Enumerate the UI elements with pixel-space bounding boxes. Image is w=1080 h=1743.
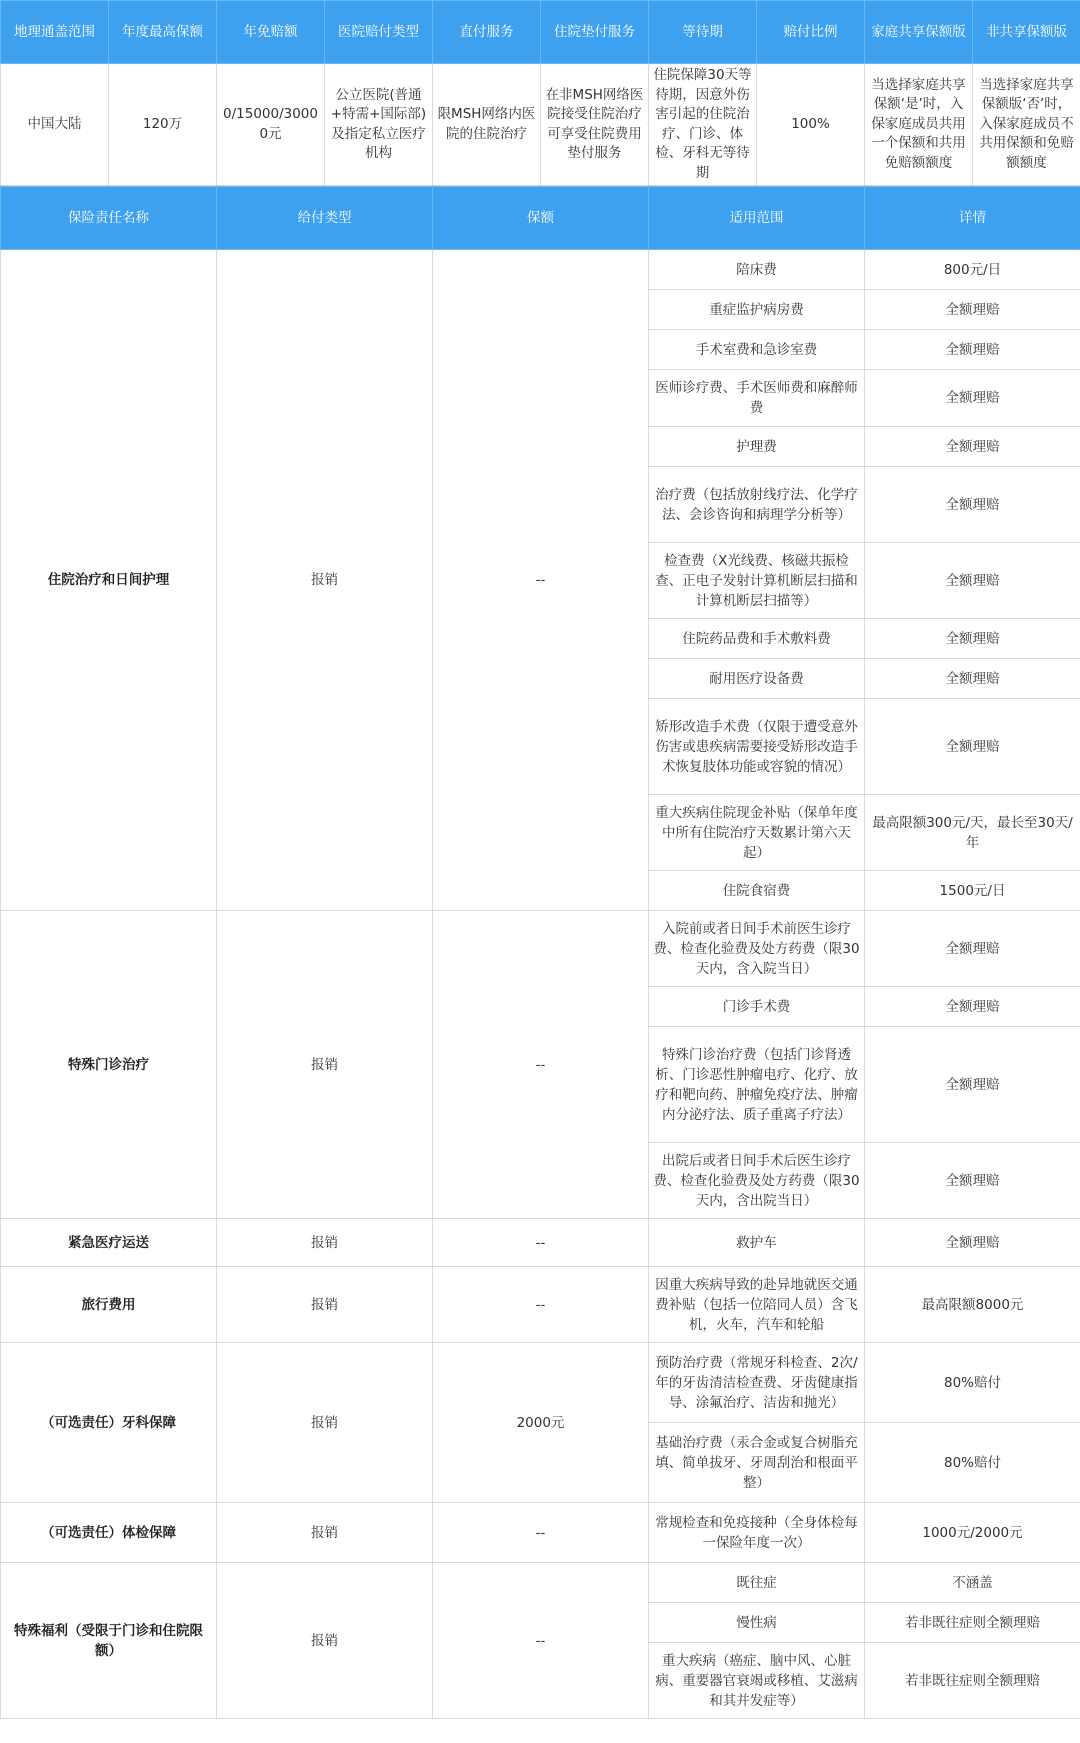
coverage-scope: 预防治疗费（常规牙科检查、2次/年的牙齿清洁检查费、牙齿健康指导、涂氟治疗、洁齿和抛光） bbox=[649, 1343, 865, 1423]
coverage-scope: 矫形改造手术费（仅限于遭受意外伤害或患疾病需要接受矫形改造手术恢复肢体功能或容貌的情况） bbox=[649, 699, 865, 795]
summary-header: 住院垫付服务 bbox=[541, 1, 649, 64]
pay-type: 报销 bbox=[217, 1219, 433, 1267]
coverage-row bbox=[1, 1343, 1080, 1423]
summary-value: 100% bbox=[757, 64, 865, 186]
summary-header: 直付服务 bbox=[433, 1, 541, 64]
coverage-detail: 全额理赔 bbox=[865, 659, 1080, 699]
coverage-amount: -- bbox=[433, 1219, 649, 1267]
summary-header: 赔付比例 bbox=[757, 1, 865, 64]
summary-value: 0/15000/30000元 bbox=[217, 64, 325, 186]
coverage-scope: 重症监护病房费 bbox=[649, 290, 865, 330]
summary-header: 非共享保额版 bbox=[973, 1, 1080, 64]
summary-value: 120万 bbox=[109, 64, 217, 186]
pay-type: 报销 bbox=[217, 1503, 433, 1563]
coverage-detail: 1500元/日 bbox=[865, 871, 1080, 911]
pay-type: 报销 bbox=[217, 1563, 433, 1719]
coverage-detail: 全额理赔 bbox=[865, 543, 1080, 619]
coverage-scope: 门诊手术费 bbox=[649, 987, 865, 1027]
coverage-detail: 若非既往症则全额理赔 bbox=[865, 1643, 1080, 1719]
pay-type: 报销 bbox=[217, 250, 433, 911]
coverage-detail: 全额理赔 bbox=[865, 619, 1080, 659]
coverage-detail: 全额理赔 bbox=[865, 987, 1080, 1027]
summary-value: 中国大陆 bbox=[1, 64, 109, 186]
coverage-name: 特殊门诊治疗 bbox=[1, 911, 217, 1219]
coverage-detail: 1000元/2000元 bbox=[865, 1503, 1080, 1563]
coverage-scope: 治疗费（包括放射线疗法、化学疗法、会诊咨询和病理学分析等） bbox=[649, 467, 865, 543]
summary-header: 等待期 bbox=[649, 1, 757, 64]
coverage-scope: 护理费 bbox=[649, 427, 865, 467]
coverage-scope: 救护车 bbox=[649, 1219, 865, 1267]
summary-value: 公立医院(普通+特需+国际部)及指定私立医疗机构 bbox=[325, 64, 433, 186]
coverage-scope: 常规检查和免疫接种（全身体检每一保险年度一次） bbox=[649, 1503, 865, 1563]
coverage-scope: 特殊门诊治疗费（包括门诊肾透析、门诊恶性肿瘤电疗、化疗、放疗和靶向药、肿瘤免疫疗法、肿瘤内分泌疗法、质子重离子疗法） bbox=[649, 1027, 865, 1143]
summary-value: 当选择家庭共享保额‘是’时，入保家庭成员共用一个保额和共用免赔额额度 bbox=[865, 64, 973, 186]
coverage-row bbox=[1, 1563, 1080, 1603]
coverage-row bbox=[1, 911, 1080, 987]
coverage-detail: 全额理赔 bbox=[865, 330, 1080, 370]
summary-value: 限MSH网络内医院的住院治疗 bbox=[433, 64, 541, 186]
coverage-scope: 医师诊疗费、手术医师费和麻醉师费 bbox=[649, 370, 865, 427]
coverage-scope: 重大疾病（癌症、脑中风、心脏病、重要器官衰竭或移植、艾滋病和其并发症等） bbox=[649, 1643, 865, 1719]
coverage-scope: 既往症 bbox=[649, 1563, 865, 1603]
coverage-detail: 全额理赔 bbox=[865, 467, 1080, 543]
coverage-detail: 最高限额8000元 bbox=[865, 1267, 1080, 1343]
coverage-detail: 全额理赔 bbox=[865, 290, 1080, 330]
coverage-scope: 陪床费 bbox=[649, 250, 865, 290]
coverage-name: 旅行费用 bbox=[1, 1267, 217, 1343]
coverage-name: 特殊福利（受限于门诊和住院限额） bbox=[1, 1563, 217, 1719]
coverage-scope: 基础治疗费（汞合金或复合树脂充填、简单拔牙、牙周刮治和根面平整） bbox=[649, 1423, 865, 1503]
coverage-scope: 因重大疾病导致的赴异地就医交通费补贴（包括一位陪同人员）含飞机，火车，汽车和轮船 bbox=[649, 1267, 865, 1343]
summary-header: 地理通盖范围 bbox=[1, 1, 109, 64]
coverage-detail: 80%赔付 bbox=[865, 1423, 1080, 1503]
coverage-row bbox=[1, 250, 1080, 290]
coverage-scope: 住院药品费和手术敷料费 bbox=[649, 619, 865, 659]
coverage-scope: 慢性病 bbox=[649, 1603, 865, 1643]
coverage-detail: 全额理赔 bbox=[865, 699, 1080, 795]
coverage-amount: -- bbox=[433, 911, 649, 1219]
detail-header-row bbox=[1, 187, 1080, 250]
pay-type: 报销 bbox=[217, 911, 433, 1219]
detail-header: 给付类型 bbox=[217, 187, 433, 250]
coverage-detail-table bbox=[0, 186, 1080, 1719]
coverage-amount: -- bbox=[433, 1267, 649, 1343]
coverage-detail: 800元/日 bbox=[865, 250, 1080, 290]
coverage-scope: 耐用医疗设备费 bbox=[649, 659, 865, 699]
coverage-name: 紧急医疗运送 bbox=[1, 1219, 217, 1267]
detail-header: 详情 bbox=[865, 187, 1080, 250]
coverage-detail: 不涵盖 bbox=[865, 1563, 1080, 1603]
coverage-detail: 全额理赔 bbox=[865, 1027, 1080, 1143]
coverage-detail: 全额理赔 bbox=[865, 427, 1080, 467]
coverage-detail: 全额理赔 bbox=[865, 911, 1080, 987]
coverage-detail: 全额理赔 bbox=[865, 1219, 1080, 1267]
detail-header: 适用范围 bbox=[649, 187, 865, 250]
coverage-detail: 最高限额300元/天，最长至30天/年 bbox=[865, 795, 1080, 871]
coverage-scope: 重大疾病住院现金补贴（保单年度中所有住院治疗天数累计第六天起） bbox=[649, 795, 865, 871]
coverage-scope: 检查费（X光线费、核磁共振检查、正电子发射计算机断层扫描和计算机断层扫描等） bbox=[649, 543, 865, 619]
coverage-row bbox=[1, 1219, 1080, 1267]
coverage-detail: 全额理赔 bbox=[865, 370, 1080, 427]
coverage-scope: 入院前或者日间手术前医生诊疗费、检查化验费及处方药费（限30天内，含入院当日） bbox=[649, 911, 865, 987]
coverage-scope: 手术室费和急诊室费 bbox=[649, 330, 865, 370]
coverage-name: 住院治疗和日间护理 bbox=[1, 250, 217, 911]
coverage-amount: 2000元 bbox=[433, 1343, 649, 1503]
coverage-row bbox=[1, 1503, 1080, 1563]
summary-value: 当选择家庭共享保额版‘否’时，入保家庭成员不共用保额和免赔额额度 bbox=[973, 64, 1080, 186]
coverage-detail: 80%赔付 bbox=[865, 1343, 1080, 1423]
summary-value: 在非MSH网络医院接受住院治疗可享受住院费用垫付服务 bbox=[541, 64, 649, 186]
summary-header: 家庭共享保额版 bbox=[865, 1, 973, 64]
summary-header: 年度最高保额 bbox=[109, 1, 217, 64]
pay-type: 报销 bbox=[217, 1343, 433, 1503]
coverage-amount: -- bbox=[433, 1563, 649, 1719]
summary-header: 年免赔额 bbox=[217, 1, 325, 64]
coverage-scope: 住院食宿费 bbox=[649, 871, 865, 911]
coverage-name: （可选责任）牙科保障 bbox=[1, 1343, 217, 1503]
detail-header: 保险责任名称 bbox=[1, 187, 217, 250]
coverage-scope: 出院后或者日间手术后医生诊疗费、检查化验费及处方药费（限30天内，含出院当日） bbox=[649, 1143, 865, 1219]
coverage-name: （可选责任）体检保障 bbox=[1, 1503, 217, 1563]
coverage-amount: -- bbox=[433, 250, 649, 911]
summary-value: 住院保障30天等待期，因意外伤害引起的住院治疗、门诊、体检、牙科无等待期 bbox=[649, 64, 757, 186]
summary-header: 医院赔付类型 bbox=[325, 1, 433, 64]
coverage-detail: 全额理赔 bbox=[865, 1143, 1080, 1219]
summary-header-row bbox=[1, 1, 1080, 64]
coverage-detail: 若非既往症则全额理赔 bbox=[865, 1603, 1080, 1643]
coverage-row bbox=[1, 1267, 1080, 1343]
detail-header: 保额 bbox=[433, 187, 649, 250]
pay-type: 报销 bbox=[217, 1267, 433, 1343]
coverage-amount: -- bbox=[433, 1503, 649, 1563]
summary-value-row bbox=[1, 64, 1080, 186]
summary-table bbox=[0, 0, 1080, 186]
